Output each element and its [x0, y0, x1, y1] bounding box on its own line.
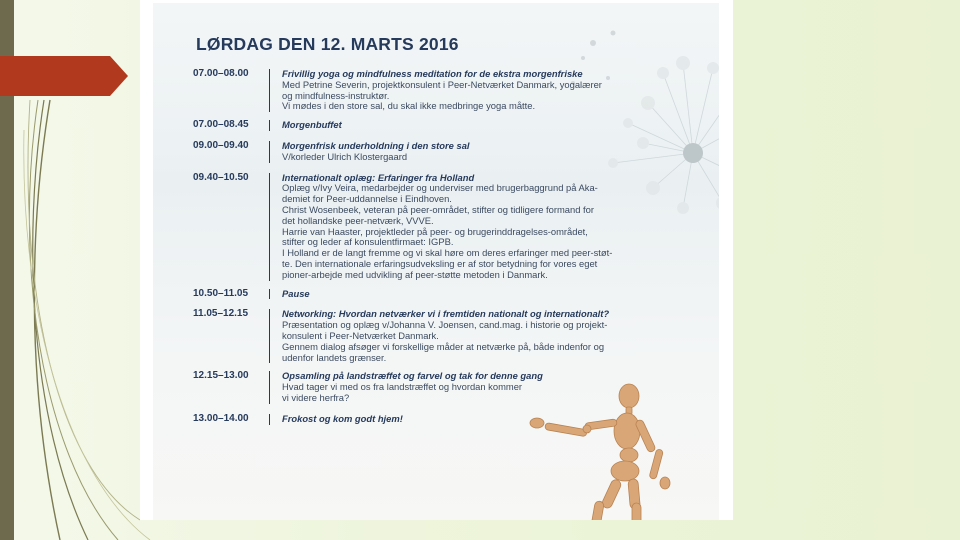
event-content — [269, 69, 672, 112]
event-detail-line: Præsentation og oplæg v/Johanna V. Joensen, cand.mag. i historie og projekt- — [282, 319, 608, 331]
event-detail-line: Vi mødes i den store sal, du skal ikke medbringe yoga måtte. — [282, 100, 536, 112]
event-title: Opsamling på landstræffet og farvel og tak for denne gang — [282, 370, 543, 382]
event-detail-line: Christ Wosenbeek, veteran på peer-området, stifter og tidligere formand for — [282, 203, 594, 215]
document-title: LØRDAG DEN 12. MARTS 2016 — [196, 34, 459, 54]
event-detail-line: Harrie van Haaster, projektleder på peer- og brugerinddragelses-området, — [282, 225, 588, 237]
event-detail-line: det hollandske peer-netværk, VVVE. — [282, 214, 434, 226]
event-title: Frokost og kom godt hjem! — [282, 412, 403, 424]
event-title: Morgenfrisk underholdning i den store sal — [282, 139, 470, 151]
event-detail-line: stifter og leder af konsulentfirmaet: IGPB. — [282, 236, 454, 248]
schedule-item — [193, 141, 693, 163]
event-program-document — [140, 0, 733, 520]
event-detail-line: vi videre herfra? — [282, 391, 350, 403]
event-detail-line: Oplæg v/Ivy Veira, medarbejder og underviser med brugerbaggrund på Aka- — [282, 182, 598, 194]
event-time: 07.00–08.45 — [193, 119, 249, 131]
event-time: 09.00–09.40 — [193, 139, 249, 151]
schedule-item — [193, 289, 693, 300]
event-title: Internationalt oplæg: Erfaringer fra Holland — [282, 171, 475, 183]
event-detail-line: Gennem dialog afsøger vi forskellige måder at netværke på, både indenfor og — [282, 340, 605, 352]
document-page — [153, 3, 719, 520]
wooden-mannequin-illustration — [505, 383, 719, 520]
schedule-item — [193, 309, 693, 363]
event-detail-line: Hvad tager vi med os fra landstræffet og hvordan kommer — [282, 381, 523, 393]
event-time: 11.05–12.15 — [193, 308, 249, 320]
arrow-tab-icon — [0, 56, 128, 96]
event-content — [269, 309, 672, 363]
event-detail-line: pioner-arbejde med udvikling af peer-støtte metoden i Danmark. — [282, 268, 548, 280]
event-content — [269, 141, 672, 163]
event-detail-line: og mindfulness-instruktør. — [282, 89, 390, 101]
event-content — [269, 173, 672, 281]
event-title: Networking: Hvordan netværker vi i fremtiden nationalt og internationalt? — [282, 308, 610, 320]
event-time: 07.00–08.00 — [193, 68, 249, 79]
event-time: 09.40–10.50 — [193, 171, 249, 183]
event-detail-line: I Holland er de langt fremme og vi skal høre om deres erfaringer med peer-støt- — [282, 247, 613, 259]
event-detail-line: demiet for Peer-uddannelse i Eindhoven. — [282, 193, 452, 205]
event-content — [269, 120, 672, 131]
event-detail-line: te. Den internationale erfaringsudveksling er af stor betydning for vores eget — [282, 257, 598, 269]
schedule-item — [193, 69, 693, 112]
event-title: Morgenbuffet — [282, 119, 342, 131]
schedule-list — [193, 69, 693, 425]
schedule-item — [193, 173, 693, 281]
event-time: 13.00–14.00 — [193, 412, 249, 424]
event-title: Frivillig yoga og mindfulness meditation for de ekstra morgenfriske — [282, 68, 583, 79]
schedule-item — [193, 120, 693, 131]
event-time: 12.15–13.00 — [193, 370, 249, 382]
event-detail-line: konsulent i Peer-Netværket Danmark. — [282, 329, 439, 341]
event-detail-line: Med Petrine Severin, projektkonsulent i Peer-Netværket Danmark, yogalærer — [282, 78, 602, 90]
event-detail-line: V/korleder Ulrich Klostergaard — [282, 150, 408, 162]
event-detail-line: udenfor landets grænser. — [282, 351, 387, 363]
event-title: Pause — [282, 287, 310, 299]
event-content — [269, 289, 672, 300]
event-time: 10.50–11.05 — [193, 287, 249, 299]
